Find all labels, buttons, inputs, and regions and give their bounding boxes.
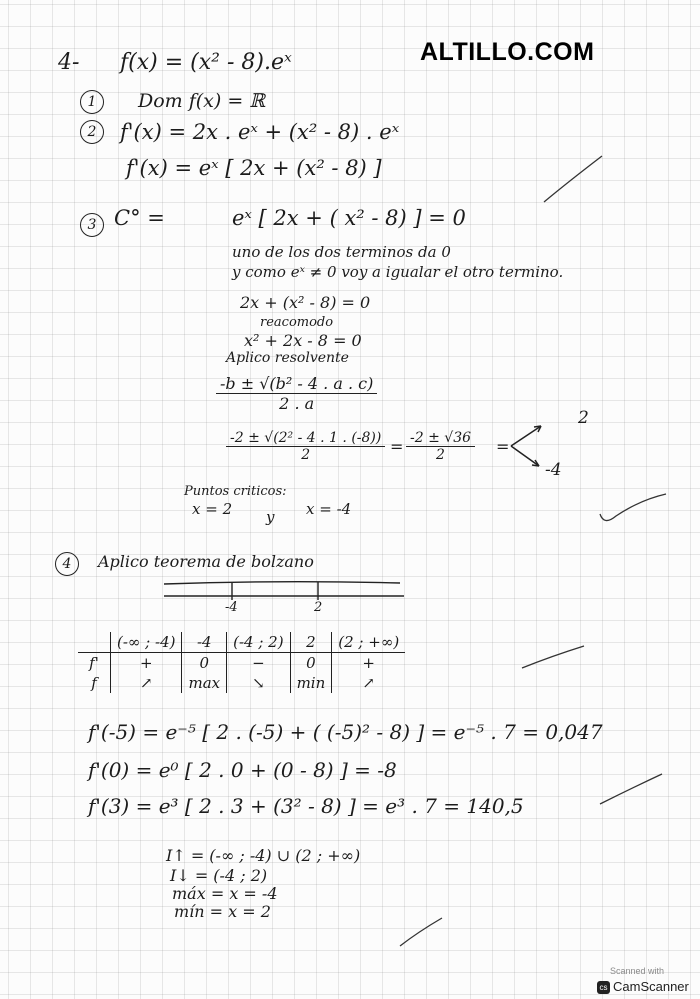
monotonicity-cell: ↗ — [332, 673, 405, 693]
monotonicity-cell: max — [182, 673, 227, 693]
scanned-with-label: Scanned with — [610, 966, 665, 976]
site-brand: ALTILLO.COM — [420, 38, 595, 66]
monotonicity-cell: ↘ — [227, 673, 290, 693]
sign-cell: − — [227, 653, 290, 674]
quadratic-equation: x² + 2x - 8 = 0 — [244, 331, 362, 350]
camscanner-badge — [597, 979, 689, 994]
quadratic-formula-numerator: -b ± √(b² - 4 . a . c) — [216, 374, 377, 394]
reorder-label: reacomodo — [260, 315, 334, 330]
critical-point-2: x = -4 — [306, 500, 352, 518]
substituted-formula — [226, 430, 385, 463]
equals-sign-2: = — [496, 437, 510, 456]
sign-table — [78, 632, 405, 693]
bolzano-title: Aplico teorema de bolzano — [98, 552, 314, 571]
number-line-mark-2: 2 — [314, 600, 323, 615]
step-number-2: 2 — [80, 120, 104, 144]
derivative-line-2: f'(x) = eˣ [ 2x + (x² - 8) ] — [126, 156, 382, 180]
sign-table-header: (2 ; +∞) — [332, 632, 405, 653]
critical-equation: eˣ [ 2x + ( x² - 8) ] = 0 — [232, 206, 466, 230]
simplified-formula-denominator: 2 — [436, 447, 445, 463]
sign-table-row-label: f — [91, 674, 97, 692]
decreasing-interval: I↓ = (-4 ; 2) — [170, 866, 268, 885]
resolvent-label: Aplico resolvente — [226, 350, 349, 366]
step-number-3: 3 — [80, 213, 104, 237]
sign-cell: + — [332, 653, 405, 674]
maximum-result: máx = x = -4 — [172, 884, 278, 903]
sign-cell: 0 — [182, 653, 227, 674]
substituted-formula-numerator: -2 ± √(2² - 4 . 1 . (-8)) — [226, 430, 385, 447]
sign-table-row-label: f' — [89, 654, 99, 672]
sign-table-header: (-4 ; 2) — [227, 632, 290, 653]
sign-table-header: 2 — [290, 632, 332, 653]
root-value-2: -4 — [545, 460, 562, 480]
increasing-interval: I↑ = (-∞ ; -4) ∪ (2 ; +∞) — [166, 846, 361, 865]
equals-sign-1: = — [390, 437, 404, 456]
sign-cell: 0 — [290, 653, 332, 674]
simplified-formula-numerator: -2 ± √36 — [406, 430, 475, 447]
quadratic-formula — [216, 374, 377, 413]
number-line-mark-1: -4 — [225, 600, 238, 615]
check-mark — [596, 770, 666, 810]
sign-table-header: (-∞ ; -4) — [111, 632, 182, 653]
minimum-result: mín = x = 2 — [174, 902, 271, 921]
step-number-1: 1 — [80, 90, 104, 114]
check-mark — [518, 642, 588, 672]
quadratic-formula-denominator: 2 . a — [279, 394, 315, 413]
check-mark — [396, 912, 446, 952]
number-line — [160, 578, 410, 608]
sign-cell: + — [111, 653, 182, 674]
domain-statement: Dom f(x) = ℝ — [138, 90, 266, 112]
exercise-number: 4- — [58, 50, 80, 75]
explanation-line-1: uno de los dos terminos da 0 — [232, 243, 451, 261]
function-definition: f(x) = (x² - 8).eˣ — [120, 50, 292, 75]
evaluation-line-1: f'(-5) = e⁻⁵ [ 2 . (-5) + ( (-5)² - 8) ] = e⁻⁵ . 7 = 0,047 — [88, 720, 603, 744]
simplified-formula — [406, 430, 475, 463]
critical-point-1: x = 2 — [192, 500, 233, 518]
sign-table-header: -4 — [182, 632, 227, 653]
camscanner-icon: cs — [597, 981, 610, 994]
critical-points-label: Puntos criticos: — [184, 484, 287, 499]
explanation-line-2: y como eˣ ≠ 0 voy a igualar el otro termino. — [232, 263, 564, 281]
monotonicity-cell: min — [290, 673, 332, 693]
check-mark — [540, 150, 610, 210]
substituted-formula-denominator: 2 — [301, 447, 311, 463]
equation-step-1: 2x + (x² - 8) = 0 — [240, 293, 371, 312]
evaluation-line-3: f'(3) = e³ [ 2 . 3 + (3² - 8) ] = e³ . 7 = 140,5 — [88, 794, 524, 818]
critical-condition-label: C° = — [114, 206, 165, 230]
camscanner-label: CamScanner — [613, 979, 689, 994]
check-mark — [596, 490, 671, 530]
evaluation-line-2: f'(0) = e⁰ [ 2 . 0 + (0 - 8) ] = -8 — [88, 758, 397, 782]
derivative-line-1: f'(x) = 2x . eˣ + (x² - 8) . eˣ — [120, 120, 400, 144]
monotonicity-cell: ↗ — [111, 673, 182, 693]
root-value-1: 2 — [578, 408, 589, 428]
step-number-4: 4 — [55, 552, 79, 576]
critical-points-and: y — [266, 508, 275, 526]
